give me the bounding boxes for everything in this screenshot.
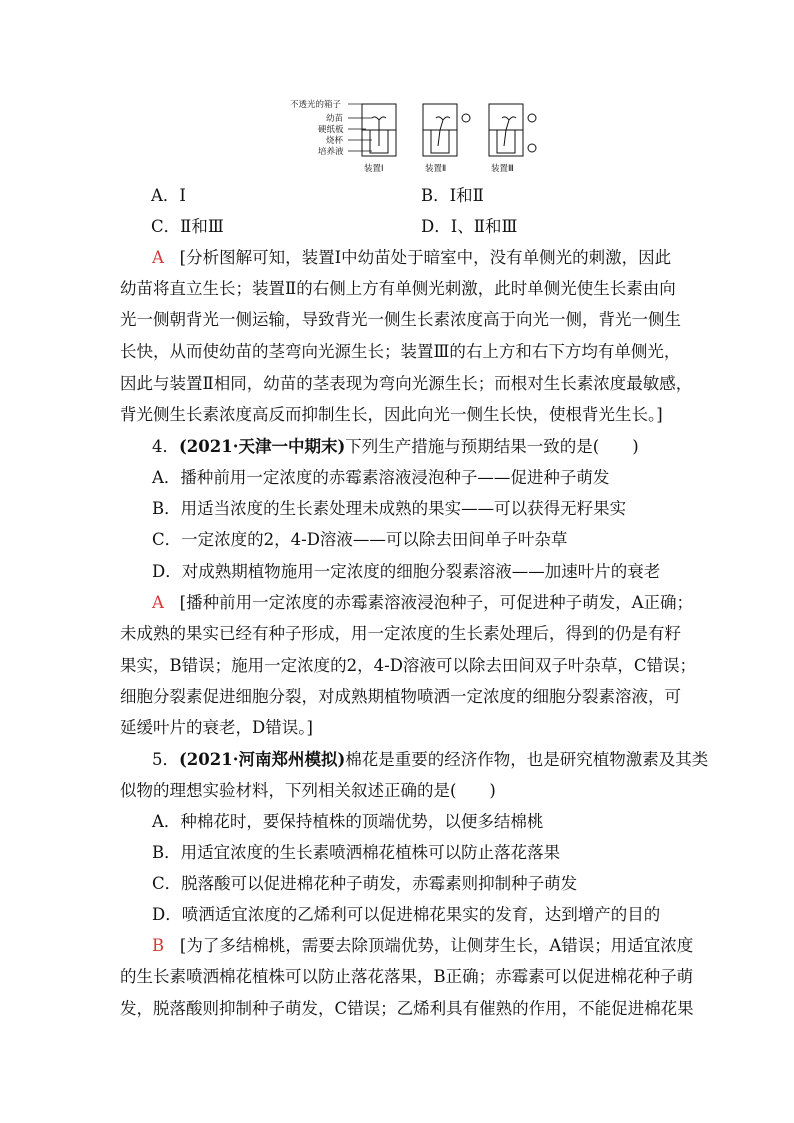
q4-explanation-line: 未成熟的果实已经有种子形成，用一定浓度的生长素处理后，得到的仍是有籽 <box>120 624 681 643</box>
q4-explanation-line <box>152 593 694 613</box>
q5-explanation-text: [为了多结棉桃，需要去除顶端优势，让侧芽生长，A错误；用适宜浓度 <box>179 936 694 955</box>
q4-explanation-text: [播种前用一定浓度的赤霉素溶液浸泡种子，可促进种子萌发，A正确； <box>179 593 694 612</box>
device-2 <box>423 104 470 156</box>
q4-option-d: D．对成熟期植物施用一定浓度的细胞分裂素溶液——加速叶片的衰老 <box>152 562 661 581</box>
q3-option-b: B．Ⅰ和Ⅱ <box>421 186 484 205</box>
q4-stem-text: 下列生产措施与预期结果一致的是( ) <box>345 437 639 456</box>
label-culture: 培养液 <box>318 147 344 157</box>
q5-stem <box>152 750 709 770</box>
label-beaker: 烧杯 <box>326 136 344 146</box>
q5-option-d: D．喷洒适宜浓度的乙烯利可以促进棉花果实的发育，达到增产的目的 <box>152 905 661 924</box>
device-1 <box>362 104 396 156</box>
q3-explanation-line: 长快，从而使幼苗的茎弯向光源生长；装置Ⅲ的右上方和右下方均有单侧光， <box>120 342 681 361</box>
q5-number: 5． <box>152 750 179 769</box>
q5-option-a: A．种棉花时，要保持植株的顶端优势，以便多结棉桃 <box>152 812 544 831</box>
label-cardboard: 硬纸板 <box>318 125 344 135</box>
q3-explanation-line <box>152 248 686 268</box>
q4-number: 4． <box>152 437 179 456</box>
caption-device-1: 装置Ⅰ <box>364 164 384 174</box>
q4-option-c: C．一定浓度的2，4-D溶液——可以除去田间单子叶杂草 <box>152 530 568 549</box>
q3-explanation-text: [分析图解可知，装置Ⅰ中幼苗处于暗室中，没有单侧光的刺激，因此 <box>179 248 672 267</box>
q4-answer-letter: A <box>152 593 164 612</box>
q5-explanation-line: 的生长素喷洒棉花植株可以防止落花落果，B正确；赤霉素可以促进棉花种子萌 <box>120 967 694 986</box>
q3-option-d: D．Ⅰ、Ⅱ和Ⅲ <box>421 217 518 236</box>
q4-option-b: B．用适当浓度的生长素处理未成熟的果实——可以获得无籽果实 <box>152 499 627 518</box>
q3-explanation-line: 背光侧生长素浓度高反而抑制生长，因此向光一侧生长快，使根背光生长。] <box>120 405 663 424</box>
caption-device-2: 装置Ⅱ <box>425 164 447 174</box>
q3-explanation-line: 因此与装置Ⅱ相同，幼苗的茎表现为弯向光源生长；而根对生长素浓度最敏感， <box>120 374 693 393</box>
q5-explanation-line <box>152 936 694 956</box>
q5-option-b: B．用适宜浓度的生长素喷洒棉花植株可以防止落花落果 <box>152 843 561 862</box>
q3-explanation-line: 光一侧朝背光一侧运输，导致背光一侧生长素浓度高于向光一侧，背光一侧生 <box>120 310 681 329</box>
q4-option-a: A．播种前用一定浓度的赤霉素溶液浸泡种子——促进种子萌发 <box>152 468 610 487</box>
q4-explanation-line: 果实，B错误；施用一定浓度的2，4-D溶液可以除去田间双子叶杂草，C错误； <box>120 656 697 675</box>
q5-stem-text: 棉花是重要的经济作物，也是研究植物激素及其类 <box>345 750 709 769</box>
q3-answer-letter: A <box>152 248 164 267</box>
q3-option-c: C．Ⅱ和Ⅲ <box>151 217 224 236</box>
label-box: 不透光的箱子 <box>290 100 342 110</box>
q4-stem <box>152 437 686 457</box>
q5-explanation-line: 发，脱落酸则抑制种子萌发，C错误；乙烯利具有催熟的作用，不能促进棉花果 <box>120 999 694 1018</box>
q4-explanation-line: 细胞分裂素促进细胞分裂，对成熟期植物喷洒一定浓度的细胞分裂素溶液，可 <box>120 687 681 706</box>
q3-explanation-line: 幼苗将直立生长；装置Ⅱ的右侧上方有单侧光刺激，此时单侧光使生长素由向 <box>120 279 676 298</box>
caption-device-3: 装置Ⅲ <box>491 164 514 174</box>
q4-explanation-line: 延缓叶片的衰老，D错误。] <box>120 718 313 737</box>
q5-source: (2021·河南郑州模拟) <box>179 750 346 769</box>
q5-option-c: C．脱落酸可以促进棉花种子萌发，赤霉素则抑制种子萌发 <box>152 874 578 893</box>
device-3 <box>489 104 536 156</box>
q5-answer-letter: B <box>152 936 165 955</box>
q5-stem-line-2: 似物的理想实验材料，下列相关叙述正确的是( ) <box>120 781 496 800</box>
q3-option-a: A．Ⅰ <box>151 186 186 205</box>
experiment-figure <box>290 98 550 176</box>
experiment-diagram <box>290 98 550 176</box>
q4-source: (2021·天津一中期末) <box>179 437 346 456</box>
label-seedling: 幼苗 <box>326 114 344 124</box>
